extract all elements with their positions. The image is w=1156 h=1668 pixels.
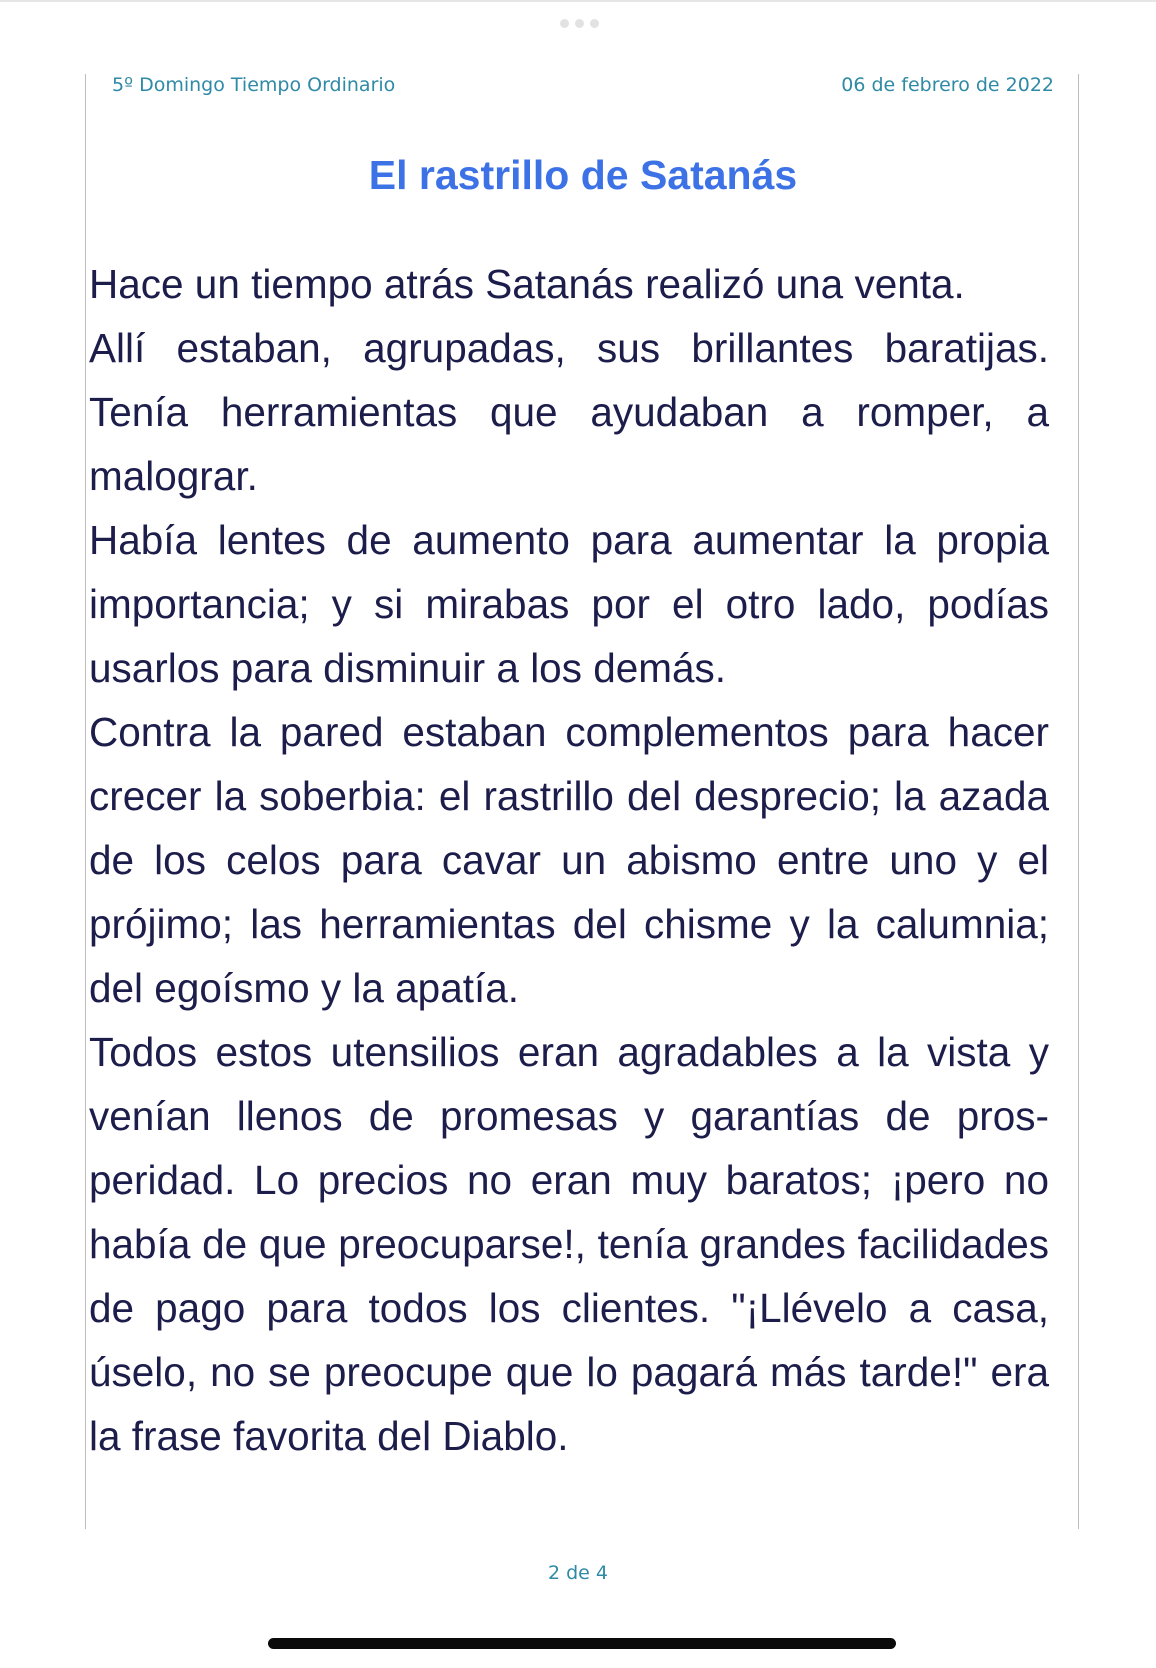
- home-indicator[interactable]: [268, 1638, 896, 1649]
- paragraph: Contra la pared estaban complementos para hacer crecer la soberbia: el rastrillo del desprecio; la azada de los celos para cavar un abismo entre uno y el prójimo; las herramientas del chisme y la calumnia; del egoísmo y la apatía.: [89, 709, 1049, 1011]
- top-divider: [0, 0, 1156, 2]
- page-title: El rastrillo de Satanás: [368, 152, 798, 198]
- dot: [560, 19, 569, 28]
- paragraph: Hace un tiempo atrás Satanás realizó una venta.: [89, 261, 965, 307]
- more-options-icon[interactable]: [560, 19, 599, 28]
- page-indicator: 2 de 4: [547, 1562, 608, 1584]
- paragraph: Allí estaban, agrupadas, sus brillantes baratijas. Tenía herramientas que ayudaban a romper, a malograr.: [89, 325, 1049, 499]
- paragraph: Había lentes de aumento para aumentar la propia importancia; y si mirabas por el otro lado, podías usarlos para disminuir a los demás.: [89, 517, 1049, 691]
- document-body: [89, 252, 1049, 1468]
- page-header-date: 06 de febrero de 2022: [841, 74, 1054, 96]
- dot: [590, 19, 599, 28]
- page-header-liturgical-day: 5º Domingo Tiempo Ordinario: [112, 74, 396, 96]
- paragraph: Todos estos utensilios eran agradables a la vista y venían llenos de promesas y garantías de prosperidad. Lo precios no eran muy baratos; ¡pero no había de que preocuparse!, tenía grandes facilidades de pago para todos los clientes. "¡Llévelo a casa, úselo, no se preocupe que lo pagará más tarde!" era la frase favorita del Diablo.: [89, 1029, 1049, 1459]
- dot: [575, 19, 584, 28]
